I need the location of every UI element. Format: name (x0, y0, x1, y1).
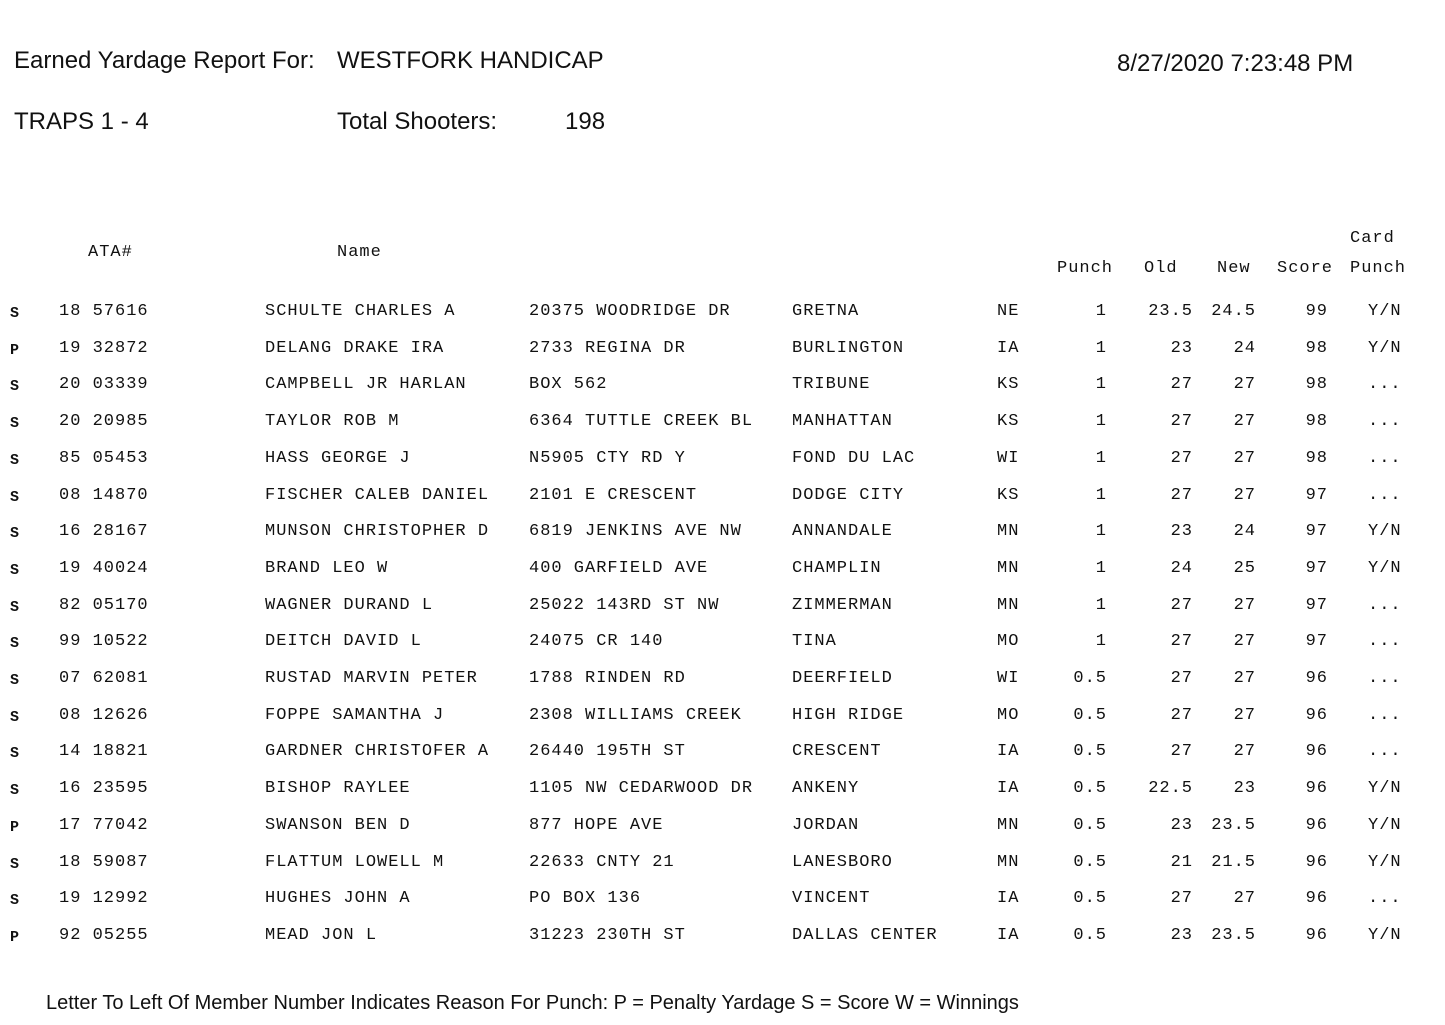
cell-name: CAMPBELL JR HARLAN (265, 375, 467, 395)
cell-punch: 1 (1095, 632, 1107, 652)
cell-old: 27 (1170, 889, 1193, 909)
cell-new: 27 (1233, 669, 1256, 688)
cell-city: VINCENT (792, 889, 871, 909)
cell-code: S (10, 525, 21, 543)
table-row (0, 559, 1445, 589)
cell-name: MUNSON CHRISTOPHER D (265, 522, 490, 542)
cell-code: S (10, 855, 21, 873)
cell-name: GARDNER CHRISTOFER A (265, 742, 490, 762)
cell-punch: 0.5 (1073, 925, 1107, 945)
cell-card: ... (1368, 448, 1402, 468)
cell-code: S (10, 561, 21, 579)
col-header-card: Card (1350, 229, 1395, 248)
cell-address: 877 HOPE AVE (529, 815, 664, 835)
table-row (0, 596, 1445, 626)
cell-score: 97 (1305, 558, 1328, 578)
cell-name: BISHOP RAYLEE (265, 779, 411, 799)
cell-new: 27 (1233, 485, 1256, 505)
cell-card: Y/N (1368, 522, 1402, 542)
cell-state: MN (997, 558, 1020, 578)
cell-new: 27 (1233, 412, 1256, 432)
cell-address: 25022 143RD ST NW (529, 595, 720, 615)
cell-old: 27 (1170, 632, 1193, 652)
cell-old: 23 (1170, 925, 1193, 945)
cell-new: 24 (1233, 522, 1256, 542)
cell-code: S (10, 635, 21, 653)
cell-city: DALLAS CENTER (792, 925, 938, 945)
cell-name: SWANSON BEN D (265, 815, 411, 835)
cell-state: MN (997, 522, 1020, 542)
cell-address: PO BOX 136 (529, 889, 642, 909)
table-row (0, 742, 1445, 772)
cell-address: 2733 REGINA DR (529, 338, 686, 358)
cell-old: 27 (1170, 705, 1193, 725)
cell-card: ... (1368, 632, 1402, 652)
cell-address: BOX 562 (529, 375, 608, 395)
cell-name: FOPPE SAMANTHA J (265, 705, 445, 725)
cell-state: MN (997, 595, 1020, 615)
cell-code: P (10, 818, 21, 836)
report-label: Earned Yardage Report For: (14, 47, 315, 74)
cell-ata: 19 12992 (59, 889, 149, 909)
cell-punch: 0.5 (1073, 742, 1107, 762)
cell-address: 24075 CR 140 (529, 632, 664, 652)
cell-old: 23 (1170, 338, 1193, 358)
cell-new: 21.5 (1211, 852, 1256, 872)
cell-new: 24.5 (1211, 302, 1256, 321)
cell-code: S (10, 672, 21, 689)
cell-score: 96 (1305, 852, 1328, 872)
cell-state: KS (997, 485, 1020, 505)
cell-address: 400 GARFIELD AVE (529, 558, 709, 578)
cell-address: 22633 CNTY 21 (529, 852, 675, 872)
cell-ata: 18 57616 (59, 302, 149, 321)
cell-code: S (10, 415, 21, 433)
cell-ata: 14 18821 (59, 742, 149, 762)
traps-label: TRAPS 1 - 4 (14, 108, 149, 135)
cell-punch: 1 (1095, 448, 1107, 468)
cell-name: BRAND LEO W (265, 558, 389, 578)
cell-score: 98 (1305, 375, 1328, 395)
cell-new: 27 (1233, 375, 1256, 395)
table-row (0, 375, 1445, 405)
cell-new: 25 (1233, 558, 1256, 578)
cell-punch: 1 (1095, 338, 1107, 358)
cell-city: CHAMPLIN (792, 558, 882, 578)
cell-address: 6364 TUTTLE CREEK BL (529, 412, 754, 432)
cell-address: 1788 RINDEN RD (529, 669, 686, 688)
cell-card: Y/N (1368, 302, 1402, 321)
table-row (0, 669, 1445, 699)
cell-score: 97 (1305, 522, 1328, 542)
cell-punch: 1 (1095, 302, 1107, 321)
cell-city: LANESBORO (792, 852, 893, 872)
cell-state: WI (997, 448, 1020, 468)
cell-punch: 1 (1095, 595, 1107, 615)
cell-state: NE (997, 302, 1020, 321)
cell-old: 27 (1170, 412, 1193, 432)
cell-ata: 16 28167 (59, 522, 149, 542)
cell-old: 24 (1170, 558, 1193, 578)
cell-card: Y/N (1368, 815, 1402, 835)
cell-code: S (10, 305, 21, 322)
cell-score: 98 (1305, 338, 1328, 358)
cell-city: FOND DU LAC (792, 448, 916, 468)
cell-card: Y/N (1368, 338, 1402, 358)
table-row (0, 706, 1445, 736)
cell-ata: 99 10522 (59, 632, 149, 652)
cell-code: S (10, 892, 21, 910)
table-row (0, 302, 1445, 332)
punch-legend: Letter To Left Of Member Number Indicates Reason For Punch: P = Penalty Yardage S = Score W = Winnings (46, 992, 1019, 1014)
table-row (0, 926, 1445, 956)
cell-old: 27 (1170, 742, 1193, 762)
cell-address: 6819 JENKINS AVE NW (529, 522, 742, 542)
cell-name: HUGHES JOHN A (265, 889, 411, 909)
cell-city: TRIBUNE (792, 375, 871, 395)
cell-old: 23 (1170, 522, 1193, 542)
cell-city: MANHATTAN (792, 412, 893, 432)
cell-code: P (10, 928, 21, 946)
cell-name: HASS GEORGE J (265, 448, 411, 468)
col-header-card-punch: Punch (1350, 259, 1407, 278)
table-row (0, 853, 1445, 883)
table-row (0, 816, 1445, 846)
col-header-score: Score (1277, 259, 1334, 278)
cell-score: 97 (1305, 485, 1328, 505)
table-row (0, 339, 1445, 369)
cell-new: 24 (1233, 338, 1256, 358)
total-shooters-count: 198 (565, 108, 606, 135)
cell-address: 1105 NW CEDARWOOD DR (529, 779, 754, 799)
cell-code: S (10, 378, 21, 396)
cell-score: 98 (1305, 448, 1328, 468)
cell-code: S (10, 488, 21, 506)
cell-ata: 92 05255 (59, 925, 149, 945)
cell-old: 27 (1170, 485, 1193, 505)
cell-punch: 0.5 (1073, 889, 1107, 909)
table-row (0, 486, 1445, 516)
cell-punch: 0.5 (1073, 669, 1107, 688)
table-row (0, 632, 1445, 662)
cell-state: IA (997, 338, 1020, 358)
cell-card: ... (1368, 595, 1402, 615)
cell-state: IA (997, 779, 1020, 799)
cell-city: ZIMMERMAN (792, 595, 893, 615)
cell-ata: 19 32872 (59, 338, 149, 358)
cell-new: 23.5 (1211, 815, 1256, 835)
cell-card: ... (1368, 375, 1402, 395)
cell-name: WAGNER DURAND L (265, 595, 434, 615)
cell-score: 97 (1305, 595, 1328, 615)
cell-ata: 85 05453 (59, 448, 149, 468)
cell-score: 99 (1305, 302, 1328, 321)
cell-new: 27 (1233, 595, 1256, 615)
cell-score: 96 (1305, 925, 1328, 945)
cell-ata: 08 14870 (59, 485, 149, 505)
cell-score: 96 (1305, 669, 1328, 688)
cell-new: 27 (1233, 448, 1256, 468)
cell-address: 26440 195TH ST (529, 742, 686, 762)
cell-state: MO (997, 705, 1020, 725)
cell-city: HIGH RIDGE (792, 705, 905, 725)
cell-address: 20375 WOODRIDGE DR (529, 302, 731, 321)
cell-card: Y/N (1368, 925, 1402, 945)
cell-address: N5905 CTY RD Y (529, 448, 686, 468)
cell-ata: 18 59087 (59, 852, 149, 872)
cell-name: SCHULTE CHARLES A (265, 302, 456, 321)
cell-code: S (10, 782, 21, 800)
cell-new: 27 (1233, 705, 1256, 725)
cell-code: S (10, 745, 21, 763)
col-header-name: Name (337, 243, 382, 262)
cell-state: WI (997, 669, 1020, 688)
cell-score: 97 (1305, 632, 1328, 652)
cell-old: 27 (1170, 669, 1193, 688)
cell-old: 27 (1170, 375, 1193, 395)
total-shooters-label: Total Shooters: (337, 108, 498, 135)
cell-card: ... (1368, 669, 1402, 688)
table-row (0, 779, 1445, 809)
cell-punch: 1 (1095, 375, 1107, 395)
cell-ata: 16 23595 (59, 779, 149, 799)
cell-new: 23 (1233, 779, 1256, 799)
col-header-ata: ATA# (88, 243, 133, 262)
cell-card: ... (1368, 889, 1402, 909)
cell-state: MO (997, 632, 1020, 652)
cell-old: 22.5 (1148, 779, 1193, 799)
cell-city: TINA (792, 632, 837, 652)
col-header-punch: Punch (1057, 259, 1114, 278)
cell-name: FLATTUM LOWELL M (265, 852, 445, 872)
cell-old: 23.5 (1148, 302, 1193, 321)
cell-new: 23.5 (1211, 925, 1256, 945)
cell-card: ... (1368, 412, 1402, 432)
cell-score: 96 (1305, 742, 1328, 762)
cell-score: 96 (1305, 779, 1328, 799)
cell-card: ... (1368, 742, 1402, 762)
cell-card: Y/N (1368, 558, 1402, 578)
cell-ata: 20 03339 (59, 375, 149, 395)
cell-punch: 1 (1095, 522, 1107, 542)
report-datetime: 8/27/2020 7:23:48 PM (1117, 50, 1354, 77)
cell-new: 27 (1233, 889, 1256, 909)
cell-state: KS (997, 375, 1020, 395)
cell-state: MN (997, 852, 1020, 872)
cell-punch: 0.5 (1073, 779, 1107, 799)
cell-ata: 17 77042 (59, 815, 149, 835)
cell-punch: 0.5 (1073, 705, 1107, 725)
table-row (0, 449, 1445, 479)
cell-state: MN (997, 815, 1020, 835)
cell-old: 21 (1170, 852, 1193, 872)
cell-ata: 19 40024 (59, 558, 149, 578)
table-row (0, 889, 1445, 919)
cell-city: BURLINGTON (792, 338, 905, 358)
cell-address: 31223 230TH ST (529, 925, 686, 945)
cell-score: 96 (1305, 705, 1328, 725)
cell-city: GRETNA (792, 302, 860, 321)
cell-name: TAYLOR ROB M (265, 412, 400, 432)
cell-city: ANNANDALE (792, 522, 893, 542)
cell-state: IA (997, 889, 1020, 909)
table-row (0, 522, 1445, 552)
cell-ata: 07 62081 (59, 669, 149, 688)
cell-punch: 0.5 (1073, 852, 1107, 872)
cell-card: Y/N (1368, 852, 1402, 872)
cell-punch: 0.5 (1073, 815, 1107, 835)
cell-state: IA (997, 925, 1020, 945)
cell-new: 27 (1233, 742, 1256, 762)
cell-punch: 1 (1095, 485, 1107, 505)
cell-old: 23 (1170, 815, 1193, 835)
cell-city: DEERFIELD (792, 669, 893, 688)
cell-ata: 20 20985 (59, 412, 149, 432)
cell-name: DEITCH DAVID L (265, 632, 422, 652)
cell-score: 96 (1305, 815, 1328, 835)
cell-code: S (10, 708, 21, 726)
cell-old: 27 (1170, 595, 1193, 615)
cell-city: ANKENY (792, 779, 860, 799)
cell-code: P (10, 341, 21, 359)
cell-score: 96 (1305, 889, 1328, 909)
cell-punch: 1 (1095, 558, 1107, 578)
cell-city: DODGE CITY (792, 485, 905, 505)
cell-card: Y/N (1368, 779, 1402, 799)
cell-new: 27 (1233, 632, 1256, 652)
cell-name: DELANG DRAKE IRA (265, 338, 445, 358)
cell-name: MEAD JON L (265, 925, 378, 945)
cell-ata: 82 05170 (59, 595, 149, 615)
cell-address: 2101 E CRESCENT (529, 485, 698, 505)
cell-code: S (10, 598, 21, 616)
col-header-new: New (1217, 259, 1251, 278)
cell-card: ... (1368, 485, 1402, 505)
cell-name: FISCHER CALEB DANIEL (265, 485, 490, 505)
cell-punch: 1 (1095, 412, 1107, 432)
cell-card: ... (1368, 705, 1402, 725)
event-name: WESTFORK HANDICAP (337, 47, 604, 74)
cell-city: CRESCENT (792, 742, 882, 762)
cell-code: S (10, 451, 21, 469)
cell-city: JORDAN (792, 815, 860, 835)
cell-name: RUSTAD MARVIN PETER (265, 669, 478, 688)
cell-address: 2308 WILLIAMS CREEK (529, 705, 742, 725)
cell-state: IA (997, 742, 1020, 762)
col-header-old: Old (1144, 259, 1178, 278)
cell-old: 27 (1170, 448, 1193, 468)
cell-ata: 08 12626 (59, 705, 149, 725)
table-row (0, 412, 1445, 442)
cell-state: KS (997, 412, 1020, 432)
cell-score: 98 (1305, 412, 1328, 432)
